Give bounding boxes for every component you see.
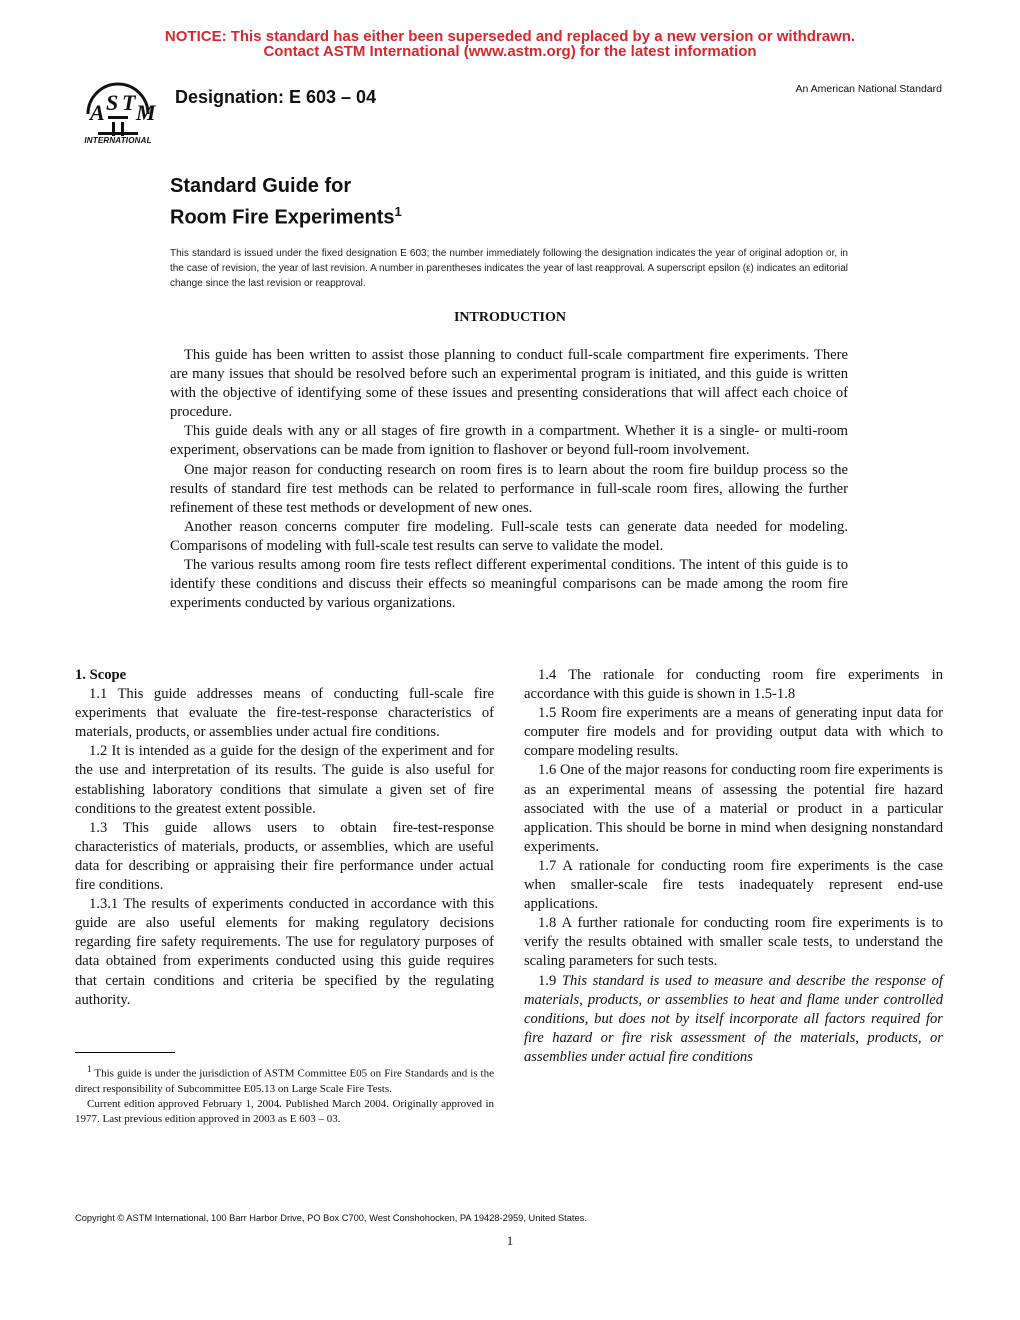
title-line-1: Standard Guide for bbox=[170, 175, 352, 197]
notice-line-2: Contact ASTM International (www.astm.org) for the latest information bbox=[263, 43, 757, 60]
item-text-italic: This standard is used to measure and describe the response of materials, products, or assemblies to heat and flame under controlled conditions, but does not by itself incorporate all factors required for fire hazard or fire risk assessment of the materials, products, or assemblies under actual fire conditions bbox=[524, 972, 943, 1065]
issued-note: This standard is issued under the fixed designation E 603; the number immediately following the designation indicates the year of original adoption or, in the case of revision, the year of last revision. A number in parentheses indicates the year of last reapproval. A superscript epsilon (ε) indicates an editorial change since the last revision or reapproval. bbox=[170, 248, 848, 289]
scope-paragraph: 1.3 This guide allows users to obtain fire-test-response characteristics of materials, products, or assemblies, which are useful data for describing or appraising their fire performance under actual fire conditions. bbox=[75, 819, 494, 894]
intro-paragraph: The various results among room fire tests reflect different experimental conditions. The intent of this guide is to identify these conditions and discuss their effects so meaningful comparisons can be made among the room fire experiments conducted by various organizations. bbox=[170, 557, 848, 612]
scope-paragraph-1-9 bbox=[524, 972, 943, 1067]
intro-paragraph: Another reason concerns computer fire modeling. Full-scale tests can generate data needed for modeling. Comparisons of modeling with full-scale test results can serve to validate the model. bbox=[170, 518, 848, 554]
svg-text:M: M bbox=[136, 100, 156, 125]
scope-paragraph: 1.5 Room fire experiments are a means of generating input data for computer fire models and for providing output data with which to compare modeling results. bbox=[524, 705, 943, 760]
svg-text:S: S bbox=[106, 90, 119, 115]
scope-paragraph: 1.4 The rationale for conducting room fire experiments in accordance with this guide is shown in 1.5-1.8 bbox=[524, 667, 943, 703]
footnote bbox=[75, 1062, 494, 1127]
footnote-divider bbox=[75, 1052, 175, 1053]
notice-line-1: NOTICE: This standard has either been superseded and replaced by a new version or withdrawn. bbox=[164, 28, 856, 45]
copyright: Copyright © ASTM International, 100 Barr Harbor Drive, PO Box C700, West Conshohocken, PA 19428-2959, United States. bbox=[75, 1213, 587, 1223]
item-number: 1.9 bbox=[538, 972, 557, 989]
svg-text:T: T bbox=[122, 90, 136, 115]
national-standard-label: An American National Standard bbox=[795, 83, 942, 95]
page-number: 1 bbox=[506, 1233, 514, 1248]
footnote-text-1: This guide is under the jurisdiction of ASTM Committee E05 on Fire Standards and is the direct responsibility of Subcommittee E05.13 on Large Scale Fire Tests. bbox=[75, 1067, 494, 1095]
intro-paragraph: This guide has been written to assist those planning to conduct full-scale compartment fire experiments. There are many issues that should be resolved before such an experimental program is initiated, and this guide is written with the objective of identifying some of these issues and presenting considerations that will affect each choice of procedure. bbox=[170, 347, 848, 421]
introduction-body bbox=[170, 346, 848, 613]
footnote-mark: 1 bbox=[87, 1064, 92, 1074]
scope-paragraph: 1.1 This guide addresses means of conducting full-scale fire experiments that evaluate the fire-test-response characteristics of materials, products, or assemblies under actual fire conditions. bbox=[75, 686, 494, 741]
logo-caption: INTERNATIONAL bbox=[84, 136, 152, 145]
introduction-heading: INTRODUCTION bbox=[453, 310, 566, 325]
intro-paragraph: This guide deals with any or all stages of fire growth in a compartment. Whether it is a single- or multi-room experiment, observations can be made from ignition to flashover or beyond full-room involvement. bbox=[170, 423, 848, 459]
designation: Designation: E 603 – 04 bbox=[175, 87, 377, 107]
scope-paragraph: 1.8 A further rationale for conducting room fire experiments is to verify the results obtained with smaller scale tests, to understand the scaling parameters for such tests. bbox=[524, 915, 943, 970]
scope-column-1 bbox=[75, 666, 494, 1010]
scope-paragraph: 1.6 One of the major reasons for conducting room fire experiments is as an experimental means of assessing the potential fire hazard associated with the use of a material or product in a particular application. This should be borne in mind when designing nonstandard experiments. bbox=[524, 762, 943, 855]
svg-text:A: A bbox=[90, 100, 105, 125]
title-footnote-mark: 1 bbox=[394, 204, 402, 219]
intro-paragraph: One major reason for conducting research on room fires is to learn about the room fire buildup process so the results of standard fire test methods can be related to performance in full-scale room fires, allowing the further refinement of these test methods or development of new ones. bbox=[170, 461, 848, 516]
title-line-2: Room Fire Experiments bbox=[170, 206, 395, 229]
document-title bbox=[170, 174, 402, 231]
scope-paragraph: 1.2 It is intended as a guide for the design of the experiment and for the use and interpretation of its results. The guide is also useful for establishing laboratory conditions that simulate a given set of fire conditions to the greatest extent possible. bbox=[75, 743, 494, 817]
scope-column-2 bbox=[524, 666, 943, 1067]
scope-paragraph: 1.7 A rationale for conducting room fire experiments is the case when smaller-scale fire tests inadequately represent end-use applications. bbox=[524, 857, 943, 913]
footnote-text-2: Current edition approved February 1, 2004. Published March 2004. Originally approved in 1977. Last previous edition approved in 2003 as E 603 – 03. bbox=[75, 1097, 494, 1125]
scope-heading: 1. Scope bbox=[75, 667, 127, 683]
scope-paragraph: 1.3.1 The results of experiments conducted in accordance with this guide are also useful elements for making regulatory decisions regarding fire safety requirements. The use for regulatory purposes of data obtained from experiments conducted using this guide requires that certain conditions and criteria be specified by the regulating authority. bbox=[75, 896, 494, 1008]
